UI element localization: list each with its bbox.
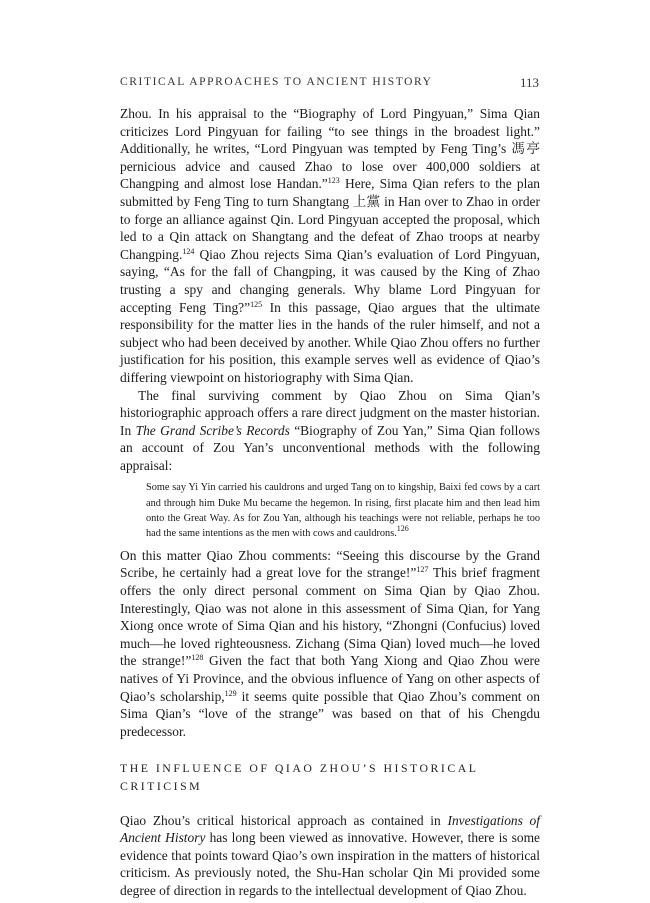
paragraph: [120, 812, 540, 900]
text-run: Zhou. In his appraisal to the “Biography of Lord Pingyuan,” Sima Qian criticizes Lord Pingyuan for failing “to see things in the broadest light.” Additionally, he writes, “Lord Pingyuan was tempted by Feng Ting’s 馮亭 pernicious advice and caused Zhao to lose over 400,000 soldiers at Changping and almost lose Handan.”: [120, 106, 540, 192]
text-run: The final surviving comment by Qiao Zhou on Sima Qian’s historiographic approach offers a rare direct judgment on the master historian. In: [120, 387, 540, 438]
running-head: CRITICAL APPROACHES TO ANCIENT HISTORY: [120, 76, 433, 88]
section-heading: THE INFLUENCE OF QIAO ZHOU’S HISTORICAL CRITICISM: [120, 761, 479, 793]
footnote-ref: 126: [396, 523, 409, 533]
body-text: [120, 105, 540, 900]
book-title: The Grand Scribe’s Records: [135, 422, 290, 438]
text-run: This brief fragment offers the only direct personal comment on Sima Qian by Qiao Zhou. Interestingly, Qiao was not alone in this assessment of Sima Qian, for Yang Xiong once wrote of Sima Qian and his history, “Zhongni (Confucius) loved much—he loved righteousness. Zichang (Sima Qian) loved much—he loved the strange!”: [120, 565, 541, 669]
footnote-ref: 124: [182, 246, 195, 256]
text-run: Here, Sima Qian refers to the plan submitted by Feng Ting to turn Shangtang 上黨 in Han over to Zhao in order to forge an alliance against Qin. Lord Pingyuan accepted the proposal, which led to a Qin attack on Shangtang and the defeat of Zhao troops at nearby Changping.: [120, 176, 540, 262]
text-run: Qiao Zhou’s critical historical approach as contained in: [120, 812, 448, 828]
quote-text: Some say Yi Yin carried his cauldrons and urged Tang on to kingship, Baixi fed cows by a cart and through him Duke Mu became the hegemon. In rising, first placate him and then lead him onto the Great Way. As for Zou Yan, although his teachings were not reliable, perhaps he too had the same intentions as the men with cows and cauldrons.: [146, 482, 540, 539]
footnote-ref: 129: [224, 688, 237, 698]
footnote-ref: 123: [327, 176, 340, 186]
paragraph: [120, 105, 540, 387]
book-title: Investigations of Ancient History: [120, 812, 541, 846]
footnote-ref: 125: [250, 299, 263, 309]
footnote-ref: 127: [416, 565, 429, 575]
paragraph: [120, 387, 540, 475]
block-quote: [146, 480, 540, 540]
text-run: Given the fact that both Yang Xiong and Qiao Zhou were natives of Yi Province, and the obvious influence of Yang on other aspects of Qiao’s scholarship,: [120, 653, 540, 704]
page-number: 113: [519, 75, 539, 90]
text-run: On this matter Qiao Zhou comments: “Seeing this discourse by the Grand Scribe, he certainly had a great love for the strange!”: [120, 547, 540, 581]
footnote-ref: 128: [191, 653, 204, 663]
text-run: In this passage, Qiao argues that the ultimate responsibility for the matter lies in the hands of the ruler himself, and not a subject who had been deceived by another. While Qiao Zhou offers no further justification for his position, this example serves well as evidence of Qiao’s differing viewpoint on historiography with Sima Qian.: [120, 299, 540, 385]
text-run: has long been viewed as innovative. However, there is some evidence that points toward Qiao’s own inspiration in the matters of historical criticism. As previously noted, the Shu-Han scholar Qin Mi provided some degree of direction in regards to the intellectual development of Qiao Zhou.: [120, 830, 541, 898]
paragraph: [120, 547, 540, 741]
text-run: “Biography of Zou Yan,” Sima Qian follows an account of Zou Yan’s unconventional methods with the following appraisal:: [120, 422, 540, 473]
text-run: Qiao Zhou rejects Sima Qian’s evaluation of Lord Pingyuan, saying, “As for the fall of Changping, it was caused by the King of Zhao trusting a spy and changing generals. Why blame Lord Pingyuan for accepting Feng Ting?”: [120, 246, 540, 315]
text-run: it seems quite possible that Qiao Zhou’s comment on Sima Qian’s “love of the strange” was based on that of his Chengdu predecessor.: [120, 688, 540, 739]
